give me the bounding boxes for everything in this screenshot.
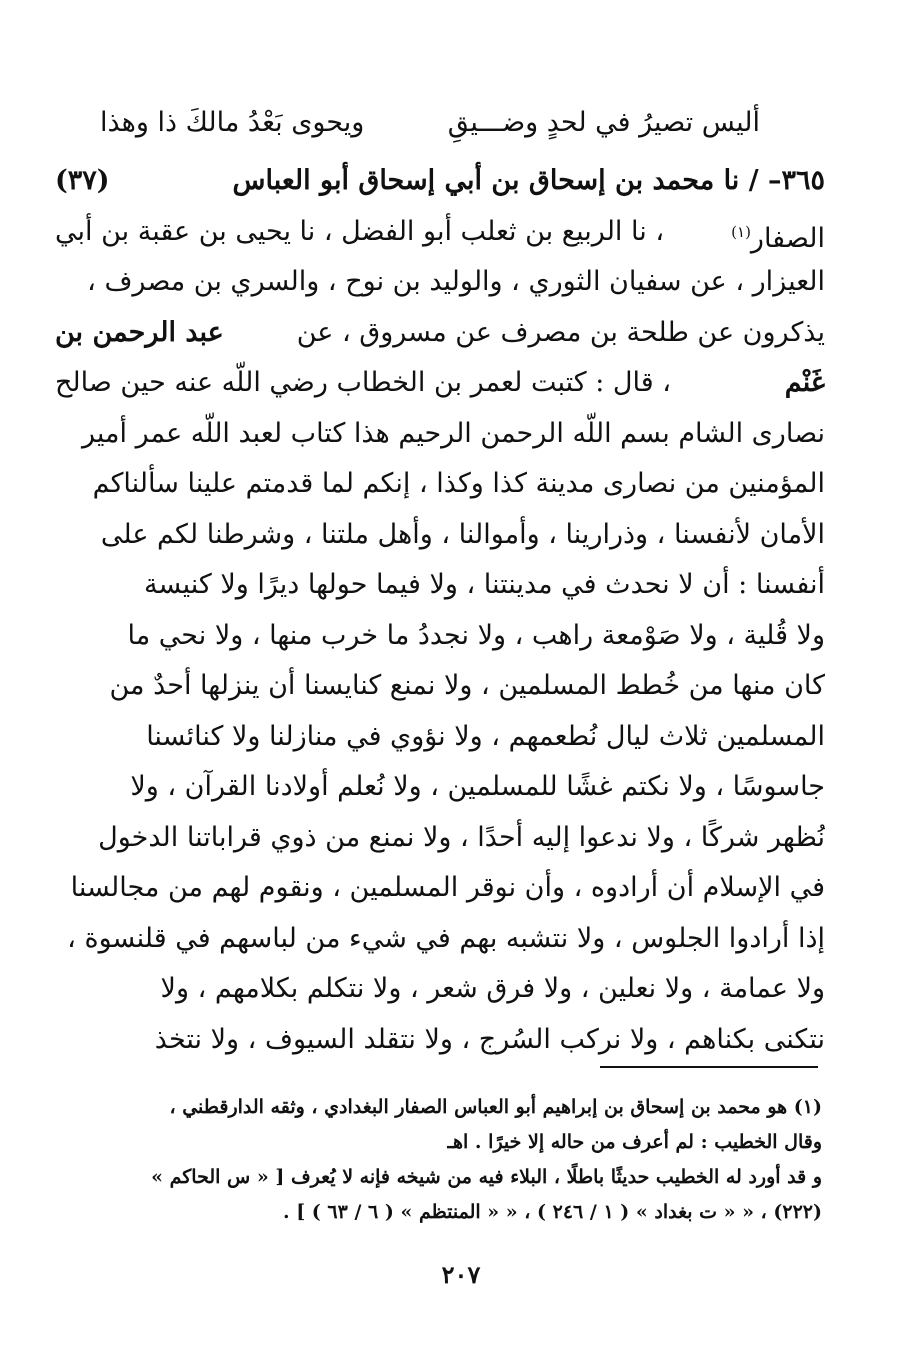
footnote-text: (٢٢٢) ، « « ت بغداد » ( ١ / ٢٤٦ ) ، « « المنتظم » ( ٦ / ٦٣ ) ] . [282, 1201, 822, 1223]
text-segment: في الإسلام أن أرادوه ، وأن نوقر المسلمين ، ونقوم لهم من مجالسنا [70, 872, 825, 903]
text-segment: أنفسنا : أن لا نحدث في مدينتنا ، ولا فيما حولها ديرًا ولا كنيسة [144, 569, 825, 600]
text-line [55, 712, 825, 763]
text-line [55, 1015, 825, 1066]
text-segment: يذكرون عن طلحة بن مصرف عن مسروق ، عن [296, 316, 825, 348]
text-line [55, 459, 825, 510]
footnote-line [110, 1125, 822, 1160]
text-line [55, 510, 825, 561]
footnote-text: (١) هو محمد بن إسحاق بن إبراهيم أبو العباس الصفار البغدادي ، وثقه الدارقطني ، [169, 1096, 822, 1118]
text-line [55, 308, 825, 359]
poem-verse [100, 98, 760, 146]
text-line [55, 156, 825, 207]
footnote-divider [600, 1066, 818, 1068]
verse-second-hemistich: ويحوى بَعْدُ مالكَ ذا وهذا [100, 106, 365, 138]
page-number: ٢٠٧ [441, 1260, 481, 1289]
text-segment: المسلمين ثلاث ليال نُطعمهم ، ولا نؤوي في منازلنا ولا كنائسنا [146, 720, 825, 752]
footnote-marker: (١) [731, 222, 751, 241]
text-line [55, 914, 825, 965]
footnote-text: وقال الخطيب : لم أعرف من حاله إلا خيرًا . اهـ [447, 1131, 822, 1153]
text-segment: ، نا الربيع بن ثعلب أبو الفضل ، نا يحيى بن عقبة بن أبي [55, 215, 665, 247]
text-segment: المؤمنين من نصارى مدينة كذا وكذا ، إنكم لما قدمتم علينا سألناكم [92, 468, 825, 499]
text-line [55, 207, 825, 258]
page-reference: (٣٧) [55, 165, 110, 196]
verse-first-hemistich: أليس تصيرُ في لحدٍ وضـــيقِ [447, 106, 760, 138]
text-segment: نتكنى بكناهم ، ولا نركب السُرج ، ولا نتقلد السيوف ، ولا نتخذ [154, 1023, 825, 1055]
text-segment: ، قال : كتبت لعمر بن الخطاب رضي اللّه عنه حين صالح [55, 367, 671, 398]
narrator-name: عبد الرحمن بن [55, 316, 224, 348]
text-segment: الصفار [750, 222, 825, 254]
text-segment: العيزار ، عن سفيان الثوري ، والوليد بن نوح ، والسري بن مصرف ، [87, 266, 825, 297]
text-line [55, 813, 825, 864]
hadith-number: ٣٦٥ [781, 165, 825, 196]
footnotes [110, 1090, 822, 1230]
text-segment: ولا عمامة ، ولا نعلين ، ولا فرق شعر ، ولا نتكلم بكلامهم ، ولا [160, 973, 825, 1004]
text-segment: – / نا محمد بن إسحاق بن أبي إسحاق أبو العباس [232, 165, 782, 196]
main-text [55, 156, 825, 1065]
text-line [55, 661, 825, 712]
footnote-line [110, 1195, 822, 1230]
text-segment: كان منها من خُطط المسلمين ، ولا نمنع كنايسنا أن ينزلها أحدٌ من [109, 670, 825, 701]
text-segment: جاسوسًا ، ولا نكتم غشًا للمسلمين ، ولا نُعلم أولادنا القرآن ، ولا [130, 771, 825, 802]
text-line [55, 257, 825, 308]
text-segment: الأمان لأنفسنا ، وذرارينا ، وأموالنا ، وأهل ملتنا ، وشرطنا لكم على [100, 518, 825, 550]
text-line [55, 560, 825, 611]
text-line [55, 863, 825, 914]
text-line [55, 409, 825, 460]
footnote-line [110, 1090, 822, 1125]
text-segment: إذا أرادوا الجلوس ، ولا نتشبه بهم في شيء من لباسهم في قلنسوة ، [67, 922, 825, 954]
text-line [55, 762, 825, 813]
text-segment: نصارى الشام بسم اللّه الرحمن الرحيم هذا كتاب لعبد اللّه عمر أمير [81, 417, 825, 449]
footnote-text: و قد أورد له الخطيب حديثًا باطلًا ، البلاء فيه من شيخه فإنه لا يُعرف [ « س الحاكم » [151, 1166, 822, 1188]
text-segment: ولا قُلية ، ولا صَوْمعة راهب ، ولا نجددُ ما خرب منها ، ولا نحي ما [127, 619, 825, 651]
text-line [55, 964, 825, 1015]
footnote-line [110, 1160, 822, 1195]
text-segment: نُظهر شركًا ، ولا ندعوا إليه أحدًا ، ولا نمنع من ذوي قراباتنا الدخول [98, 821, 825, 853]
text-line [55, 611, 825, 662]
narrator-name: غَنْم [784, 367, 825, 398]
text-line [55, 358, 825, 409]
